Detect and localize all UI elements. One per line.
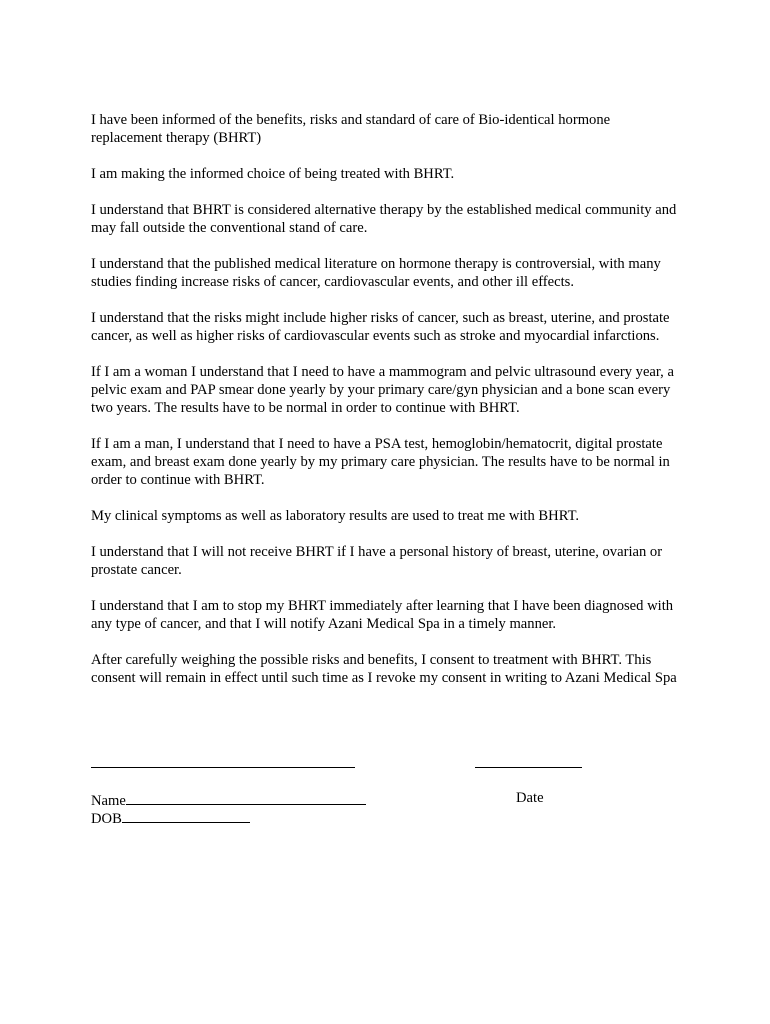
name-blank-line[interactable]	[126, 789, 366, 805]
consent-paragraph-stop: I understand that I am to stop my BHRT immediately after learning that I have been diagnosed with any type of cancer, and that I will notify Azani Medical Spa in a timely manner.	[91, 598, 674, 632]
name-label: Name	[91, 793, 126, 809]
consent-body	[91, 111, 683, 705]
consent-paragraph-woman: If I am a woman I understand that I need to have a mammogram and pelvic ultrasound every year, a pelvic exam and PAP smear done yearly by your primary care/gyn physician and a bone scan every two years. The results have to be normal in order to continue with BHRT.	[91, 364, 674, 416]
dob-field	[91, 807, 250, 828]
date-field	[516, 789, 544, 807]
consent-paragraph-literature: I understand that the published medical literature on hormone therapy is controversial, with many studies finding increase risks of cancer, cardiovascular events, and other ill effects.	[91, 256, 661, 290]
consent-paragraph-choice: I am making the informed choice of being treated with BHRT.	[91, 166, 455, 182]
consent-paragraph-agreement: After carefully weighing the possible risks and benefits, I consent to treatment with BHRT. This consent will remain in effect until such time as I revoke my consent in writing to Azani Medical Spa	[91, 652, 677, 686]
dob-blank-line[interactable]	[122, 807, 250, 823]
dob-label: DOB	[91, 811, 122, 827]
consent-paragraph-alternative: I understand that BHRT is considered alternative therapy by the established medical community and may fall outside the conventional stand of care.	[91, 202, 677, 236]
signature-line[interactable]	[91, 767, 355, 768]
consent-paragraph-risks: I understand that the risks might include higher risks of cancer, such as breast, uterine, and prostate cancer, as well as higher risks of cardiovascular events such as stroke and myocardial infarctions.	[91, 310, 670, 344]
consent-paragraph-man: If I am a man, I understand that I need to have a PSA test, hemoglobin/hematocrit, digital prostate exam, and breast exam done yearly by my primary care physician. The results have to be normal in order to continue with BHRT.	[91, 436, 670, 488]
consent-paragraph-informed: I have been informed of the benefits, risks and standard of care of Bio-identical hormone replacement therapy (BHRT)	[91, 112, 611, 146]
consent-paragraph-history: I understand that I will not receive BHRT if I have a personal history of breast, uterine, ovarian or prostate cancer.	[91, 544, 663, 578]
consent-paragraph-symptoms: My clinical symptoms as well as laboratory results are used to treat me with BHRT.	[91, 508, 580, 524]
date-label: Date	[516, 790, 544, 806]
signature-date-line[interactable]	[475, 767, 582, 768]
